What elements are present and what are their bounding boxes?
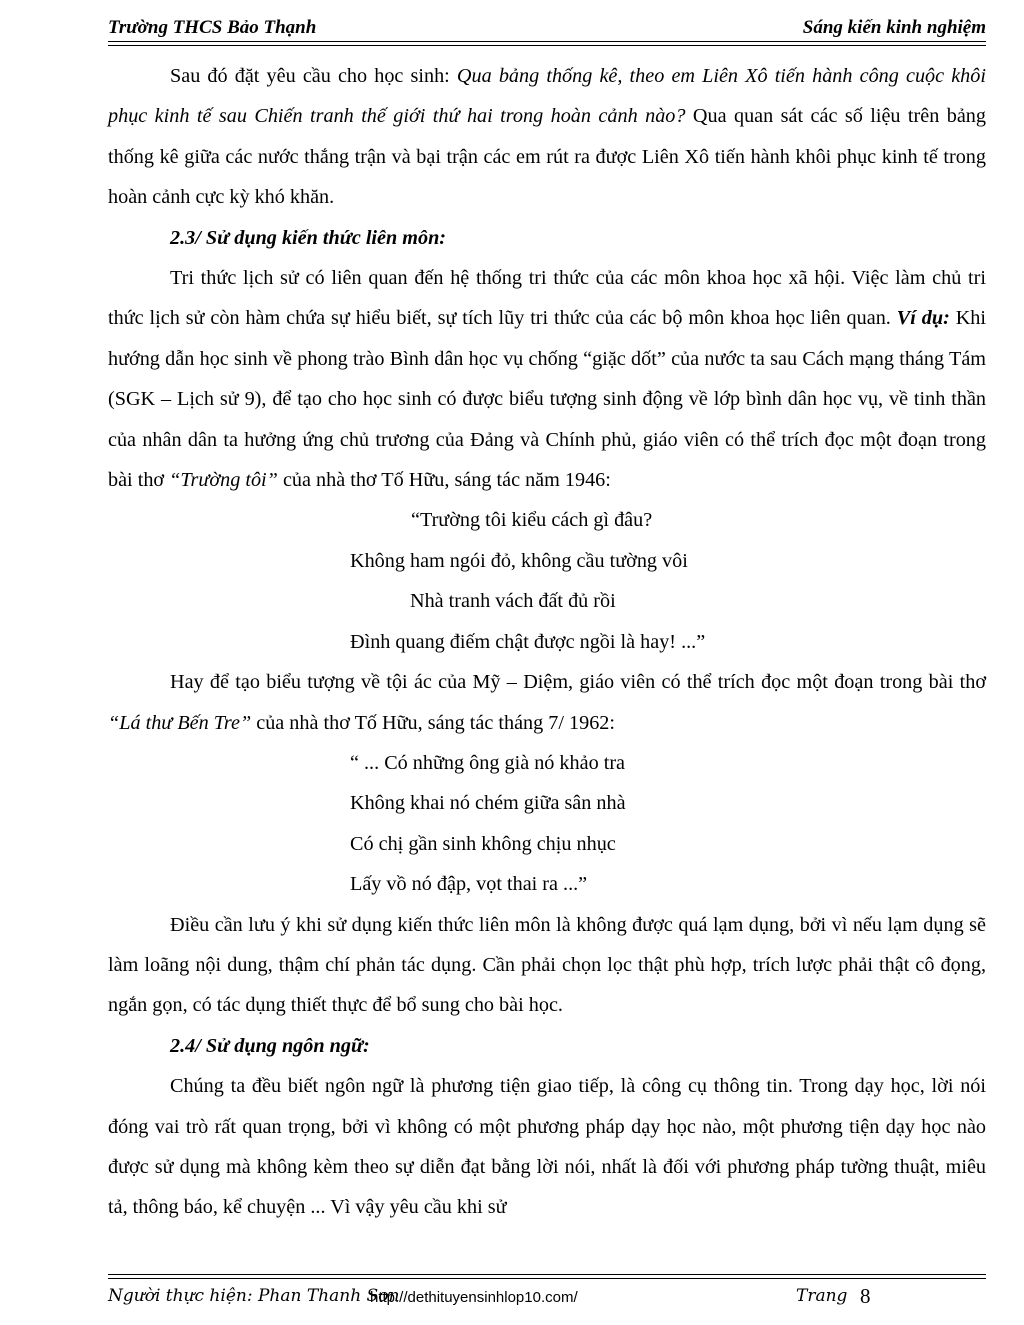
poem-line: “Trường tôi kiểu cách gì đâu? xyxy=(411,509,653,532)
paragraph-crimes xyxy=(108,662,986,743)
header-rule-thin xyxy=(108,45,986,46)
page-header xyxy=(108,14,986,44)
paragraph-language: Chúng ta đều biết ngôn ngữ là phương tiện giao tiếp, là công cụ thông tin. Trong dạy học, lời nói đóng vai trò rất quan trọng, bởi vì không có một phương pháp dạy học nào, một phương tiện dạy học nào được sử dụng mà không kèm theo sự diễn đạt bằng lời nói, nhất là đối với phương pháp tường thuật, miêu tả, thông báo, kể chuyện ... Vì vậy yêu cầu khi sử xyxy=(108,1075,986,1219)
paragraph-text: Khi hướng dẫn học sinh về phong trào Bình dân học vụ chống “giặc dốt” của nước ta sau Cách mạng tháng Tám (SGK – Lịch sử 9), để tạo cho học sinh có được biểu tượng sinh động về lớp bình dân học vụ, về tinh thần của nhân dân ta hưởng ứng chủ trương của Đảng và Chính phủ, giáo viên có thể trích đọc một đoạn trong bài thơ xyxy=(108,307,986,492)
poem-line: Có chị gần sinh không chịu nhục xyxy=(350,832,616,855)
section-heading-2-3: 2.3/ Sử dụng kiến thức liên môn: xyxy=(170,226,447,249)
paragraph-text: Sau đó đặt yêu cầu cho học sinh: xyxy=(170,65,457,87)
poem-title: “Lá thư Bến Tre” xyxy=(108,711,252,734)
poem-title: “Trường tôi” xyxy=(169,469,278,492)
paragraph-text: Hay để tạo biểu tượng về tội ác của Mỹ – Diệm, giáo viên có thể trích đọc một đoạn trong bài thơ xyxy=(170,671,986,694)
section-heading-2-4: 2.4/ Sử dụng ngôn ngữ: xyxy=(170,1034,370,1057)
footer-rule-thin xyxy=(108,1274,986,1275)
poem-truong-toi xyxy=(108,500,986,662)
paragraph-text: Qua quan sát các số liệu trên bảng thống kê giữa các nước thắng trận và bại trận các em rút ra được Liên Xô tiến hành khôi phục kinh tế trong hoàn cảnh cực kỳ khó khăn. xyxy=(108,105,986,209)
example-label: Ví dụ: xyxy=(896,307,950,330)
document-body xyxy=(108,56,986,1228)
footer-author: Người thực hiện: Phan Thanh Sơn xyxy=(108,1286,400,1306)
footer-rule xyxy=(108,1278,986,1279)
paragraph-text: của nhà thơ Tố Hữu, sáng tác tháng 7/ 1962: xyxy=(251,711,616,734)
page-footer xyxy=(108,1284,986,1316)
footer-page-label: Trang xyxy=(796,1286,848,1306)
header-rule xyxy=(108,41,986,42)
poem-la-thu-ben-tre xyxy=(108,743,986,905)
poem-line: “ ... Có những ông già nó khảo tra xyxy=(350,751,626,774)
poem-line: Không ham ngói đỏ, không cầu tường vôi xyxy=(350,549,688,572)
footer-url-link[interactable]: http://dethituyensinhlop10.com/ xyxy=(370,1289,578,1306)
poem-line: Lấy vồ nó đập, vọt thai ra ...” xyxy=(350,873,588,896)
poem-line: Đình quang điếm chật được ngồi là hay! ...” xyxy=(350,630,706,653)
header-school-name: Trường THCS Bảo Thạnh xyxy=(108,17,317,38)
footer-page-number: 8 xyxy=(860,1284,871,1308)
paragraph-text: của nhà thơ Tố Hữu, sáng tác năm 1946: xyxy=(277,469,611,492)
question-italic: Qua bảng thống kê, theo em Liên Xô tiến hành công cuộc khôi phục kinh tế sau Chiến tranh thế giới thứ hai trong hoàn cảnh nào? xyxy=(108,65,986,128)
poem-line: Không khai nó chém giữa sân nhà xyxy=(350,792,626,815)
paragraph-caution: Điều cần lưu ý khi sử dụng kiến thức liên môn là không được quá lạm dụng, bởi vì nếu lạm dụng sẽ làm loãng nội dung, thậm chí phản tác dụng. Cần phải chọn lọc thật phù hợp, trích lược phải thật cô đọng, ngắn gọn, có tác dụng thiết thực để bổ sung cho bài học. xyxy=(108,913,986,1017)
paragraph-text: Tri thức lịch sử có liên quan đến hệ thống tri thức của các môn khoa học xã hội. Việc làm chủ tri thức lịch sử còn hàm chứa sự hiểu biết, sự tích lũy tri thức của các bộ môn khoa học liên quan. xyxy=(108,267,986,330)
paragraph-interdisciplinary xyxy=(108,258,986,500)
header-document-type: Sáng kiến kinh nghiệm xyxy=(802,17,986,38)
paragraph-question xyxy=(108,56,986,218)
poem-line: Nhà tranh vách đất đủ rồi xyxy=(410,590,616,613)
